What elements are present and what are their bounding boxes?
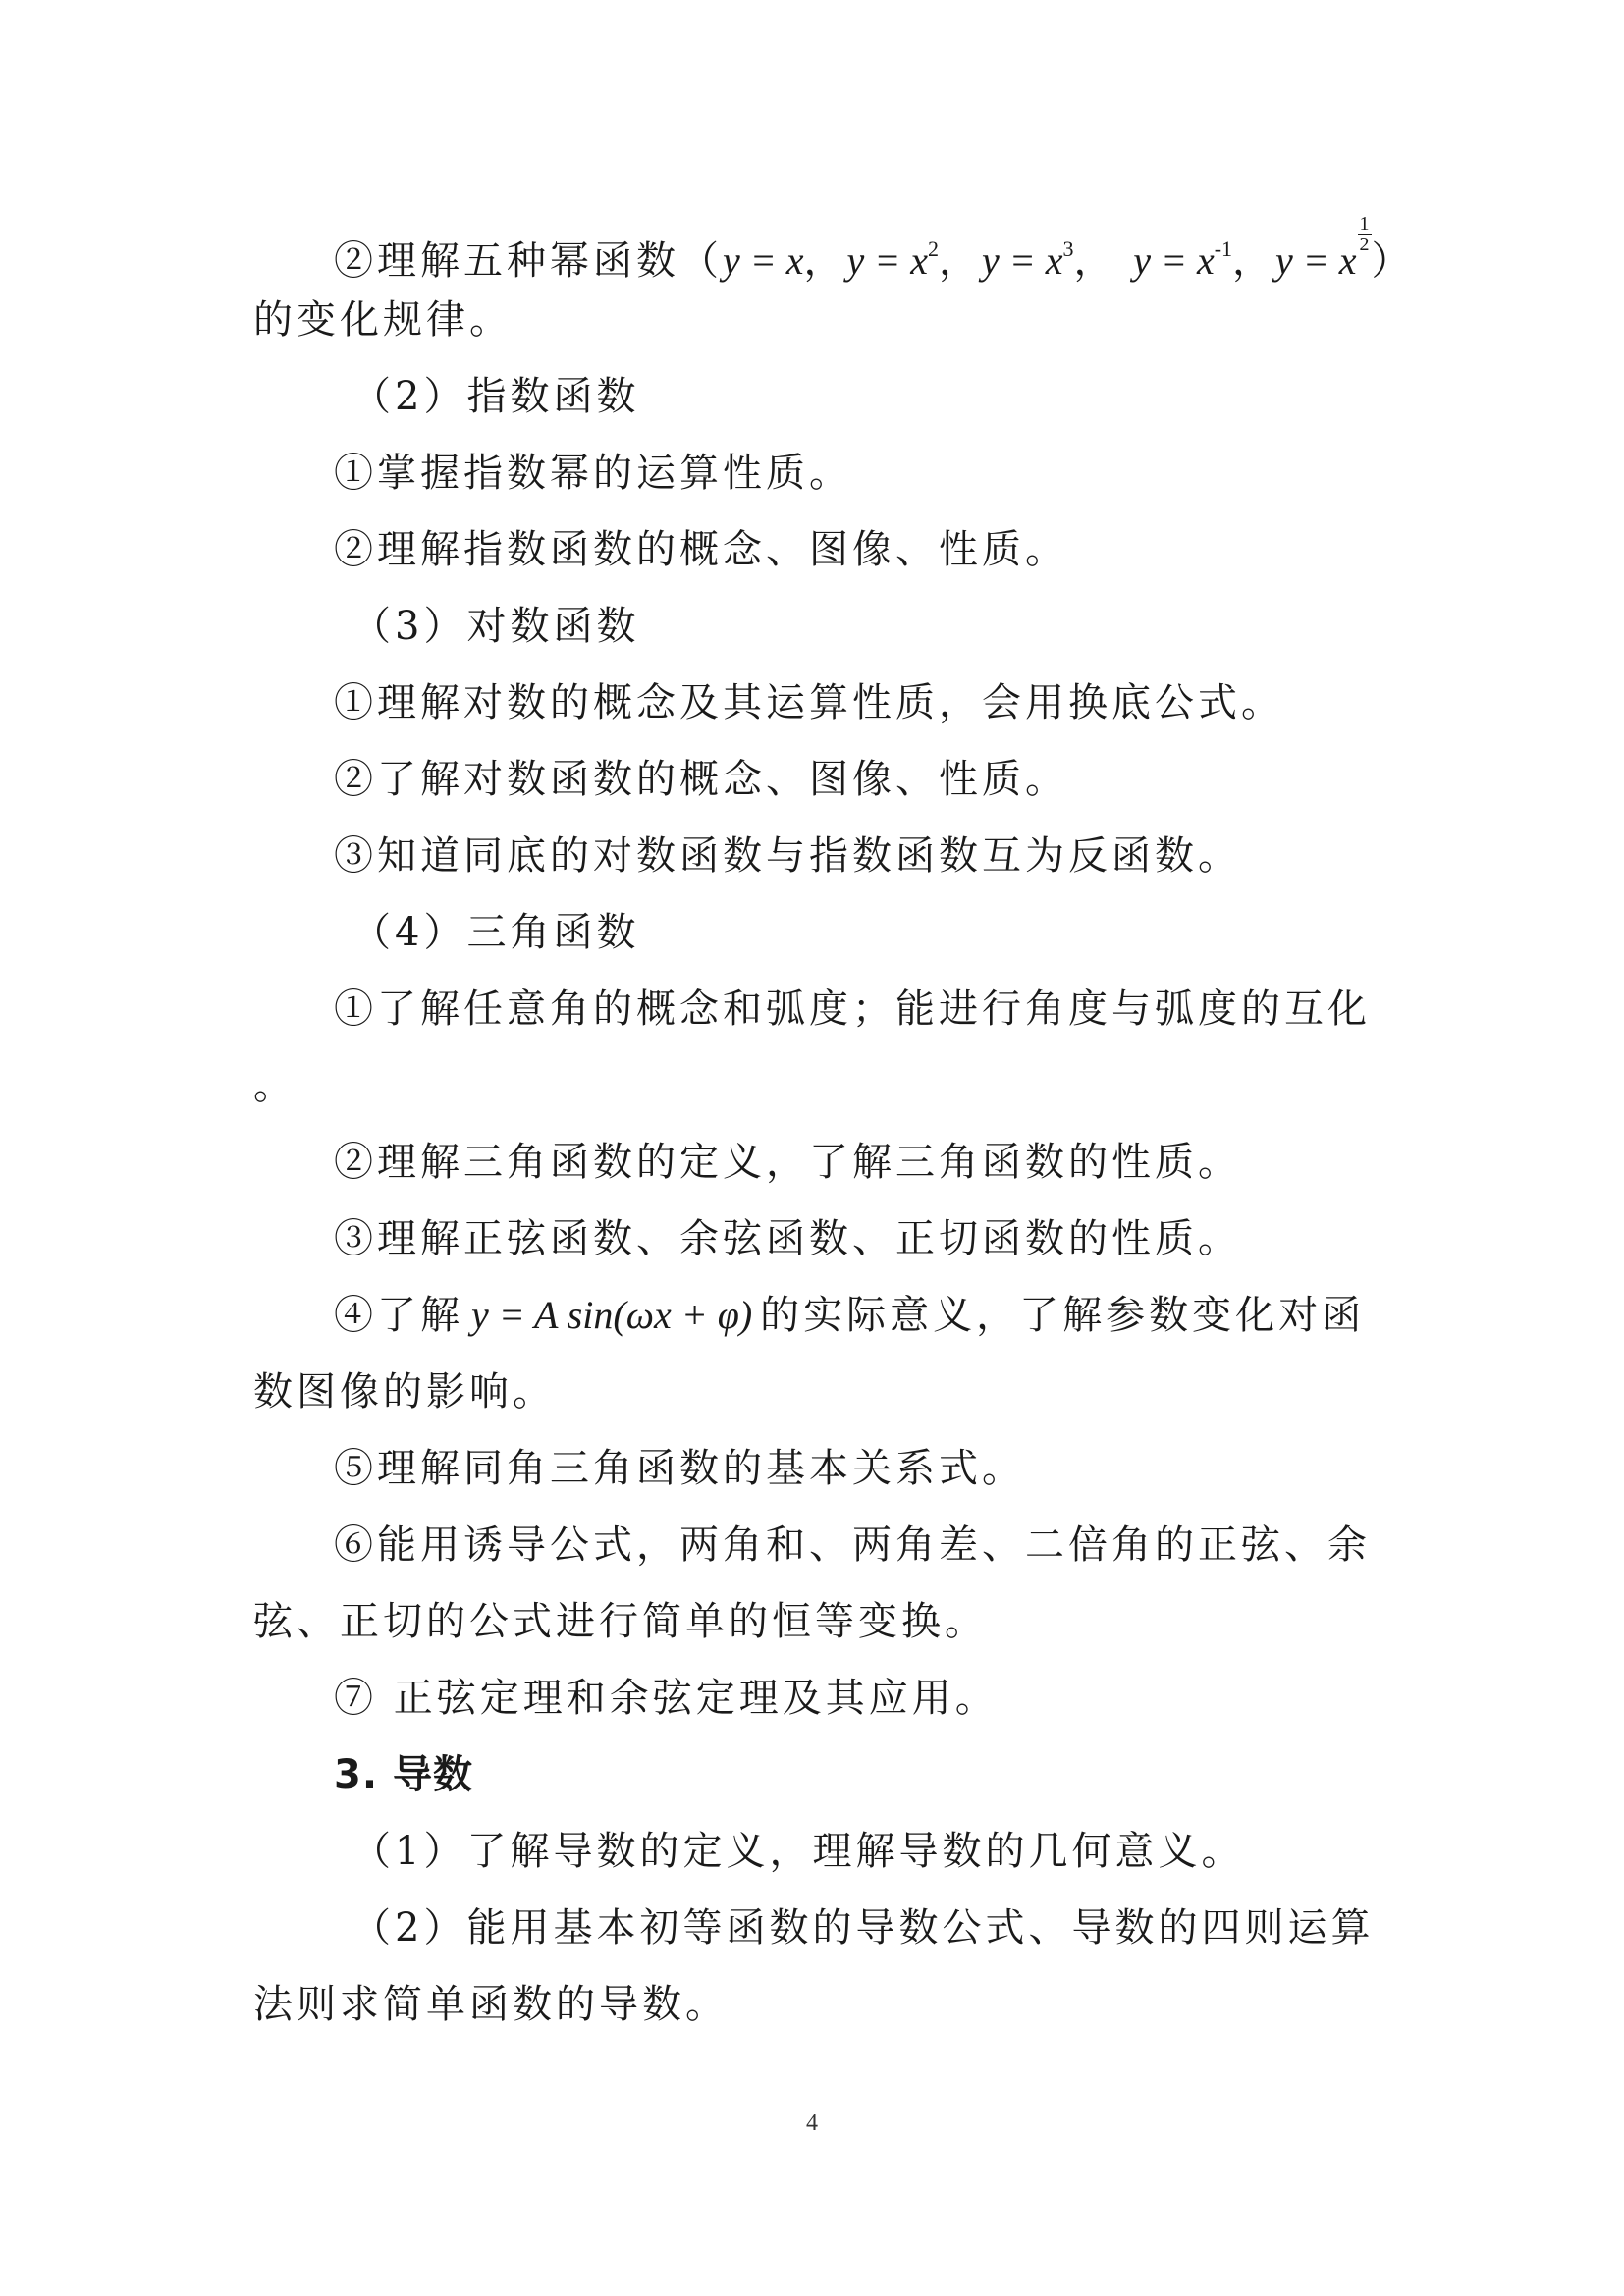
paragraph-line: 数图像的影响。 <box>253 1369 556 1415</box>
fraction-numerator: 1 <box>1359 213 1370 235</box>
math-base: y = x <box>846 239 928 283</box>
paragraph-line: 法则求简单函数的导数。 <box>253 1982 729 2027</box>
math-formula <box>1275 213 1372 283</box>
math-exponent: 3 <box>1062 237 1074 261</box>
math-base: y = x <box>1275 239 1357 283</box>
text-segment: ④了解 <box>334 1293 463 1338</box>
paragraph-line: ⑤理解同角三角函数的基本关系式。 <box>334 1446 1025 1491</box>
section-heading: （3）对数函数 <box>352 604 640 649</box>
section-heading-derivative: 3. 导数 <box>334 1752 473 1797</box>
section-heading: （2）指数函数 <box>352 374 640 419</box>
fraction-denominator: 2 <box>1359 234 1370 255</box>
separator: ， <box>1232 239 1276 284</box>
page-number: 4 <box>806 2110 818 2136</box>
math-base: y = x <box>1133 239 1215 283</box>
text-segment: ②理解五种幂函数（ <box>334 239 723 284</box>
separator: ， <box>803 239 847 284</box>
separator: ， <box>939 239 982 284</box>
section-heading: （4）三角函数 <box>352 910 640 955</box>
paragraph-line: ③理解正弦函数、余弦函数、正切函数的性质。 <box>334 1216 1241 1261</box>
paragraph-line: ②理解指数函数的概念、图像、性质。 <box>334 527 1068 572</box>
paragraph-line: ①了解任意角的概念和弧度；能进行角度与弧度的互化 <box>334 987 1371 1032</box>
math-exponent: -1 <box>1214 237 1233 261</box>
paragraph-line: （2）能用基本初等函数的导数公式、导数的四则运算 <box>352 1905 1375 1950</box>
math-exponent: 2 <box>928 237 939 261</box>
separator: ， <box>1073 239 1117 284</box>
text-segment: ） <box>1371 239 1415 284</box>
power-functions-line <box>334 214 1415 291</box>
math-formula <box>847 239 940 283</box>
math-formula: y = x <box>723 239 804 283</box>
math-formula <box>1133 239 1232 283</box>
paragraph-line: ⑦ 正弦定理和余弦定理及其应用。 <box>334 1676 999 1721</box>
fraction-exponent <box>1358 214 1372 254</box>
paragraph-line: ②理解三角函数的定义，了解三角函数的性质。 <box>334 1140 1241 1185</box>
math-formula: y = A sin(ωx + φ) <box>471 1293 753 1337</box>
text-segment: 的实际意义，了解参数变化对函 <box>760 1293 1366 1338</box>
paragraph-line: 。 <box>253 1063 297 1108</box>
sine-function-line <box>334 1286 1365 1345</box>
paragraph-line: ③知道同底的对数函数与指数函数互为反函数。 <box>334 833 1241 879</box>
paragraph-line: ⑥能用诱导公式，两角和、两角差、二倍角的正弦、余 <box>334 1522 1371 1568</box>
paragraph-line: 弦、正切的公式进行简单的恒等变换。 <box>253 1599 988 1644</box>
paragraph-line: （1）了解导数的定义，理解导数的几何意义。 <box>352 1829 1245 1874</box>
paragraph-line: ①理解对数的概念及其运算性质，会用换底公式。 <box>334 680 1284 725</box>
paragraph-line: ②了解对数函数的概念、图像、性质。 <box>334 757 1068 802</box>
paragraph-line: ①掌握指数幂的运算性质。 <box>334 451 852 496</box>
paragraph-line: 的变化规律。 <box>253 297 513 343</box>
math-formula <box>982 239 1074 283</box>
math-base: y = x <box>982 239 1063 283</box>
